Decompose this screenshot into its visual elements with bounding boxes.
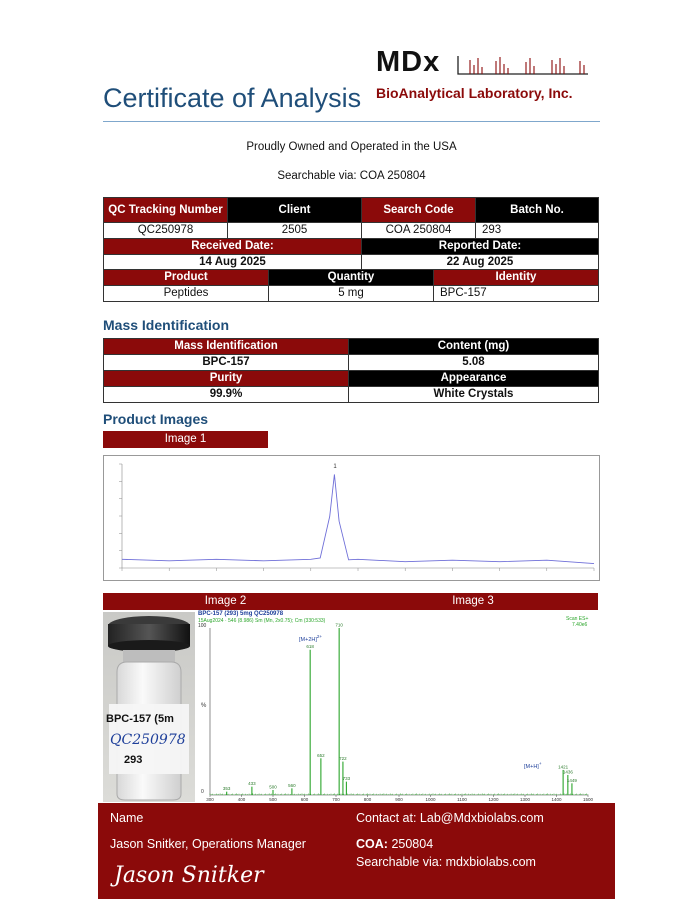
value-appearance: White Crystals [349, 387, 599, 403]
ms-peak-label: 710 [335, 622, 343, 628]
header-content: Content (mg) [349, 339, 599, 355]
value-identity: BPC-157 [434, 286, 599, 302]
value-search-code: COA 250804 [362, 223, 476, 239]
received-date-value: 14 Aug 2025 [104, 255, 362, 271]
searchable-code: Searchable via: COA 250804 [277, 170, 426, 182]
ms-peak-label: 1449 [566, 777, 577, 783]
vial-label-qc: QC250978 [110, 732, 186, 748]
header-identity: Identity [434, 270, 599, 286]
ms-title: BPC-157 (293) 5mg QC250978 [198, 611, 284, 617]
ms-y-mid: % [201, 703, 207, 709]
ms-peak-label: 652 [317, 752, 325, 758]
ms-peak-label: 1421 [558, 764, 569, 770]
footer [98, 803, 615, 899]
ms-y-bottom: 0 [201, 789, 204, 795]
vial-photo [103, 612, 195, 802]
signature: Jason Snitker [114, 863, 264, 888]
mass-section-title: Mass Identification [103, 317, 230, 333]
chromatogram-trace [122, 474, 594, 563]
ms-x-tick-label: 400 [237, 797, 246, 802]
ms-y-top: 100 [198, 623, 207, 629]
header-quantity: Quantity [269, 270, 434, 286]
logo-spectrum-icon [456, 52, 590, 78]
image-2-3-label-bar [103, 593, 598, 610]
chromatogram-peak-label: 1 [333, 464, 337, 470]
tagline: Proudly Owned and Operated in the USA [246, 141, 457, 153]
ms-scan-label: Scan ES+ [566, 616, 589, 622]
value-client: 2505 [228, 223, 362, 239]
header-client: Client [228, 198, 362, 223]
ms-peak-label: 1436 [562, 769, 573, 775]
value-batch-no: 293 [476, 223, 599, 239]
header-mass-identification: Mass Identification [104, 339, 349, 355]
ms-x-tick-label: 1300 [519, 797, 531, 802]
image-1-label: Image 1 [103, 431, 268, 448]
ms-x-tick-label: 700 [332, 797, 340, 802]
value-product: Peptides [104, 286, 269, 302]
images-section-title: Product Images [103, 411, 209, 427]
ms-annotation-mh: [M+H]+ [524, 761, 542, 770]
value-mass-identification: BPC-157 [104, 355, 349, 371]
ms-x-tick-label: 300 [206, 797, 214, 802]
ms-x-tick-label: 900 [395, 797, 403, 802]
page-title: Certificate of Analysis [103, 83, 362, 113]
value-qc-tracking: QC250978 [104, 223, 228, 239]
header-purity: Purity [104, 371, 349, 387]
mass-table [103, 338, 599, 403]
info-table [103, 197, 599, 271]
ms-annotation-m2h: $[M+2H]^{2+}$ [299, 634, 323, 643]
mass-spectrum-chart [196, 611, 598, 802]
ms-peak-label: 433 [248, 781, 256, 787]
ms-x-tick-label: 500 [269, 797, 277, 802]
ms-x-tick-label: 600 [300, 797, 309, 802]
ms-scan-value: 7.40e6 [572, 622, 588, 628]
logo-company: BioAnalytical Laboratory, Inc. [376, 85, 573, 101]
value-content: 5.08 [349, 355, 599, 371]
vial-label-batch: 293 [124, 754, 143, 766]
footer-name-value: Jason Snitker, Operations Manager [110, 837, 306, 851]
value-quantity: 5 mg [269, 286, 434, 302]
reported-date-label: Reported Date: [362, 239, 599, 255]
ms-peak-label: 618 [306, 644, 314, 650]
footer-contact[interactable]: Contact at: Lab@Mdxbiolabs.com [356, 811, 544, 825]
vial-label-name: BPC-157 (5m [106, 713, 174, 725]
ms-peak-label: 560 [288, 782, 296, 788]
value-purity: 99.9% [104, 387, 349, 403]
ms-x-tick-label: 800 [363, 797, 372, 802]
ms-x-tick-label: 1200 [488, 797, 499, 802]
header-search-code: Search Code [362, 198, 476, 223]
ms-x-tick-label: 1500 [582, 797, 594, 802]
ms-peak-label: 722 [339, 756, 347, 762]
ms-x-tick-label: 1400 [551, 797, 562, 802]
ms-peak-label: 500 [269, 784, 277, 790]
header-product: Product [104, 270, 269, 286]
product-table [103, 269, 599, 302]
image-3-label: Image 3 [452, 595, 494, 607]
header-batch-no: Batch No. [476, 198, 599, 223]
chromatogram-frame [103, 455, 600, 581]
header-divider [103, 121, 600, 122]
logo-brand: MDx [376, 46, 441, 78]
ms-peak-label: 353 [222, 786, 231, 792]
mass-spectrum-frame [196, 611, 598, 802]
ms-subtitle: 15Aug2024 · 546 (8.986) Sm (Mn, 2x0.75); Cm (330:533) [198, 618, 326, 624]
footer-coa: COA: 250804 [356, 837, 434, 851]
footer-searchable[interactable]: Searchable via: mdxbiolabs.com [356, 855, 536, 869]
ms-x-tick-label: 1000 [425, 797, 436, 802]
ms-peak-label: 733 [342, 776, 351, 782]
received-date-label: Received Date: [104, 239, 362, 255]
image-2-label: Image 2 [204, 595, 247, 607]
ms-baseline-noise [210, 793, 588, 795]
reported-date-value: 22 Aug 2025 [362, 255, 599, 271]
chromatogram-chart [104, 456, 599, 580]
footer-name-label: Name [110, 811, 144, 825]
ms-x-tick-label: 1100 [457, 797, 467, 802]
header-qc-tracking: QC Tracking Number [104, 198, 228, 223]
header-appearance: Appearance [349, 371, 599, 387]
